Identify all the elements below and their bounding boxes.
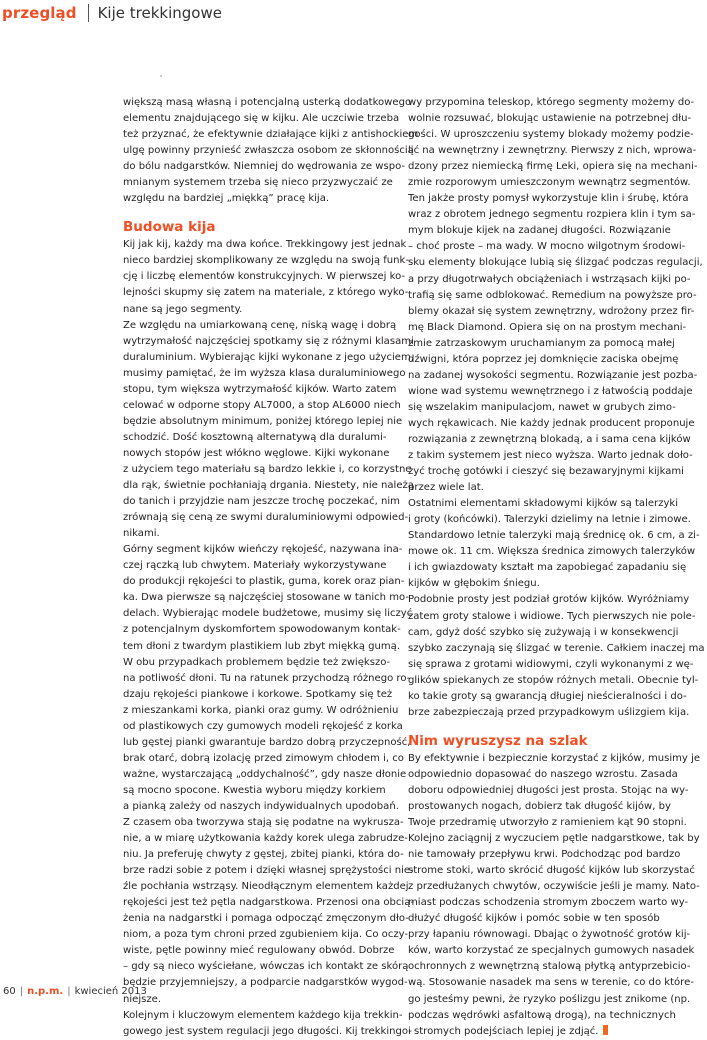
- text-line: wytrzymałość najczęściej spotkamy się z różnymi klasami: [123, 335, 414, 347]
- text-line: szybko zaczynają się ślizgać w terenie. Całkiem inaczej ma: [408, 642, 705, 654]
- text-line: duraluminium. Wybierając kijki wykonane z jego użyciem,: [123, 351, 414, 363]
- page-footer: [3, 986, 147, 997]
- text-line: względu na bardziej „miękką” pracę kija.: [123, 193, 330, 205]
- spacer: [408, 721, 693, 732]
- text-line: na zadanej wysokości segmentu. Rozwiązanie jest pozba-: [408, 369, 698, 381]
- text-line: nie tamowały przepływu krwi. Podchodząc pod bardzo: [408, 849, 681, 861]
- text-line: Kolejnym i kluczowym elementem każdego kija trekkin-: [123, 1009, 403, 1021]
- text-line: Ze względu na umiarkowaną cenę, niską wagę i dobrą: [123, 319, 397, 331]
- text-line: się wszelakim manipulacjom, nawet w grubych zimo-: [408, 401, 676, 413]
- text-line: na potliwość dłoni. Tu na ratunek przychodzą różnego ro-: [123, 672, 411, 684]
- text-line: będzie absolutnym minimum, poniżej którego lepiej nie: [123, 415, 403, 427]
- text-line: brze zabezpieczają przed przypadkowym uślizgiem kija.: [408, 706, 690, 718]
- text-line: ko takie groty są gwarancją długiej nieścieralności i do-: [408, 690, 687, 702]
- text-line: przy łapaniu równowagi. Dbając o żywotność grotów kij-: [408, 929, 691, 941]
- text-line: większą masą własną i potencjalną usterką dodatkowego: [123, 97, 412, 108]
- text-line: elementu znajdującego się w kijku. Ale uczciwie trzeba: [123, 113, 400, 125]
- text-line: brak otarć, dobrą izolację przed zimowym chłodem i, co: [123, 752, 404, 764]
- text-line: brze radzi sobie z potem i dzięki własnej sprężystości nie-: [123, 865, 414, 877]
- text-line: cję i liczbę elementów konstrukcyjnych. W pierwszej ko-: [123, 271, 406, 283]
- text-line: celować w odporne stopy AL7000, a stop AL6000 niech: [123, 399, 401, 411]
- text-line: gości. W uproszczeniu systemy blokady możemy podzie-: [408, 129, 694, 141]
- text-line: go jesteśmy pewni, że ryzyko poślizgu jest znikome (np.: [408, 993, 691, 1005]
- text-line: a pianką zależy od naszych indywidualnych upodobań.: [123, 800, 399, 812]
- body-text: [408, 95, 705, 721]
- text-line: żenia na nadgarstki i pomaga odpocząć zmęczonym dło-: [123, 913, 409, 925]
- text-line: ka. Dwa pierwsze są najczęściej stosowane w tanich mo-: [123, 592, 409, 604]
- text-line: dla rąk, świetnie pochłaniają drgania. Niestety, nie należą: [123, 480, 414, 492]
- text-line: mym blokuje kijek na zadanej długości. Rozwiązanie: [408, 225, 671, 237]
- text-line: dzaju rękojeści piankowe i korkowe. Spotkamy się też: [123, 688, 393, 700]
- page-number: 60: [3, 986, 16, 997]
- running-header: [2, 2, 222, 24]
- end-of-article-icon: [603, 1025, 608, 1035]
- text-line: nane są jego segmenty.: [123, 303, 243, 315]
- right-column: [408, 95, 705, 1040]
- text-line: trafią się same odblokować. Remedium na powyższe pro-: [408, 289, 697, 301]
- intro-paragraph: [123, 95, 419, 207]
- text-line: doboru odpowiedniej długości jest prosta. Stojąc na wy-: [408, 784, 689, 796]
- text-line: odpowiednio dopasować do naszego wzrostu. Zasada: [408, 768, 678, 780]
- section-label: przegląd: [2, 4, 77, 22]
- text-line: zmie rozporowym umieszczonym wewnątrz segmentów.: [408, 177, 691, 189]
- text-line: i stromych podejściach lepiej je zdjąć.: [408, 1024, 693, 1040]
- text-line: tem dłoni z twardym plastikiem lub zbyt miękką gumą.: [123, 640, 401, 652]
- text-line: Kij jak kij, każdy ma dwa końce. Trekkingowy jest jednak: [123, 239, 407, 251]
- text-line: z takim systemem jest nieco wyższa. Warto jednak doło-: [408, 450, 693, 462]
- text-line: Z czasem oba tworzywa stają się podatne na wykrusza-: [123, 817, 404, 829]
- text-line: strome stoki, warto skrócić długość kijków lub skorzystać: [408, 865, 695, 877]
- text-line: i ich gwiazdowaty kształt ma zapobiegać zapadaniu się: [408, 562, 687, 574]
- text-line: kijków w głębokim śniegu.: [408, 578, 540, 590]
- text-line: delach. Wybierając modele budżetowe, musimy się liczyć: [123, 608, 413, 620]
- text-line: rozwiązania z zewnętrzną blokadą, a i sama cena kijków: [408, 433, 691, 445]
- footer-divider: |: [67, 986, 71, 997]
- scan-dot: [160, 75, 162, 77]
- text-line: wych rękawicach. Nie każdy jednak producent proponuje: [408, 417, 695, 429]
- text-line: Podobnie prosty jest podział grotów kijków. Wyróżniamy: [408, 594, 690, 606]
- text-line: – gdy są nieco wyściełane, wówczas ich kontakt ze skórą: [123, 961, 409, 973]
- header-divider: [88, 4, 89, 22]
- text-line: wraz z obrotem jednego segmentu rozpiera klin i tym sa-: [408, 209, 696, 221]
- text-line: ków, warto korzystać ze specjalnych gumowych nasadek: [408, 945, 695, 957]
- text-line: do tanich i przyjdzie nam jeszcze trochę poczekać, nim: [123, 496, 400, 508]
- text-line: mowe ok. 11 cm. Większa średnica zimowych talerzyków: [408, 546, 696, 558]
- text-line: – choć proste – ma wady. W mocno wilgotnym środowi-: [408, 241, 686, 253]
- text-line: wolnie rozsuwać, blokując ustawienie na potrzebnej dłu-: [408, 113, 692, 125]
- body-text: [123, 237, 414, 1039]
- text-line: do produkcji rękojeści to plastik, guma, korek oraz pian-: [123, 576, 405, 588]
- text-line: będzie przyjemniejszy, a podparcie nadgarstków wygod-: [123, 977, 408, 989]
- article-topic: Kije trekkingowe: [97, 4, 222, 22]
- text-line: nowych stopów jest włókno węglowe. Kijki wykonane: [123, 447, 390, 459]
- text-line: Ostatnimi elementami składowymi kijków są talerzyki: [408, 498, 679, 510]
- text-line: Kolejno zaciągnij z wyczuciem pętle nadgarstkowe, tak by: [408, 833, 700, 845]
- footer-divider: |: [19, 986, 24, 997]
- text-line: lejności skupmy się zatem na materiale, z którego wyko-: [123, 287, 409, 299]
- issue-date: kwiecień 2013: [74, 986, 147, 997]
- text-line: ulgę powinny przynieść zwłaszcza osobom ze skłonnością: [123, 145, 414, 157]
- text-line: stopu, tym większa wytrzymałość kijków. Warto zatem: [123, 383, 397, 395]
- text-line: z przedłużanych chwytów, oczywiście jeśli je mamy. Nato-: [408, 881, 700, 893]
- text-line: schodzić. Dość kosztowną alternatywą dla duralumi-: [123, 431, 387, 443]
- left-column: [123, 95, 419, 1040]
- text-line: mnianym systemem trzeba się nieco przyzwyczaić ze: [123, 177, 393, 189]
- text-line: niejsze.: [123, 993, 162, 1005]
- text-line: do bólu nadgarstków. Niemniej do wędrowania ze wspo-: [123, 161, 406, 173]
- text-line: zatem groty stalowe i widiowe. Tych pierwszych nie pole-: [408, 610, 696, 622]
- text-line: ochronnych z wewnętrzną stalową płytką antyprzebicio-: [408, 961, 691, 973]
- text-line: ważne, wystarczającą „oddychalność”, gdy nasze dłonie: [123, 768, 407, 780]
- text-line: wy przypomina teleskop, którego segmenty możemy do-: [408, 97, 695, 108]
- text-line: Górny segment kijków wieńczy rękojeść, nazywana ina-: [123, 544, 403, 556]
- heading-budowa-kija: Budowa kija: [123, 219, 216, 236]
- text-line: też przyznać, że efektywnie działające kijki z antishockiem: [123, 129, 419, 141]
- text-line: zrównają się ceną ze swymi duraluminiowymi odpowied-: [123, 512, 409, 524]
- text-line: mę Black Diamond. Opiera się on na prostym mechani-: [408, 321, 687, 333]
- heading-nim-wyruszysz: Nim wyruszysz na szlak: [408, 732, 588, 749]
- text-line: się sprawa z grotami widiowymi, czyli wykonanymi z wę-: [408, 658, 694, 670]
- text-line: wiste, pętle powinny mieć regulowany obwód. Dobrze: [123, 945, 395, 957]
- closing-text: [408, 751, 701, 1040]
- text-line: dźwigni, która poprzez jej domknięcie zaciska obejmę: [408, 353, 679, 365]
- text-line: By efektywnie i bezpiecznie korzystać z kijków, musimy je: [408, 752, 701, 764]
- text-line: musimy pamiętać, że im wyższa klasa duraluminiowego: [123, 367, 406, 379]
- text-line: zmie zatrzaskowym uruchamianym za pomocą małej: [408, 337, 675, 349]
- text-line: lić na wewnętrzny i zewnętrzny. Pierwszy z nich, wprowa-: [408, 145, 697, 157]
- text-line: nieco bardziej skomplikowany ze względu na swoją funk-: [123, 255, 409, 267]
- text-line: źle pochłania wstrząsy. Nieodłącznym elementem każdej: [123, 881, 409, 893]
- text-line: nie, a w miarę użytkowania każdy korek ulega zabrudze-: [123, 833, 408, 845]
- text-line: przez wiele lat.: [408, 482, 484, 494]
- text-line: niu. Ja preferuję chwyty z gęstej, zbitej pianki, która do-: [123, 849, 404, 861]
- spacer: [123, 207, 408, 218]
- text-line: W obu przypadkach problemem będzie też zwiększo-: [123, 656, 391, 668]
- text-line: żyć trochę gotówki i cieszyć się bezawaryjnymi kijkami: [408, 466, 684, 478]
- text-line: prostowanych nogach, dobierz tak długość kijów, by: [408, 800, 671, 812]
- text-line: gowego jest system regulacji jego długości. Kij trekkingo-: [123, 1025, 412, 1037]
- text-line: Twoje przedramię utworzyło z ramieniem kąt 90 stopni.: [408, 817, 687, 829]
- text-line: cam, gdyż dość szybko się zużywają i w konsekwencji: [408, 626, 679, 638]
- text-line: blemy okazał się system zewnętrzny, wdrożony przez fir-: [408, 305, 695, 317]
- text-line: dłużyć długość kijków i pomóc sobie w ten sposób: [408, 913, 660, 925]
- text-line: lub gęstej pianki gwarantuje bardzo dobrą przyczepność,: [123, 736, 411, 748]
- text-line: z mieszankami korka, pianki oraz gumy. W odróżnieniu: [123, 704, 399, 716]
- text-line: wą. Stosowanie nasadek ma sens w terenie, co do które-: [408, 977, 694, 989]
- text-line: od plastikowych czy gumowych modeli rękojeść z korka: [123, 720, 403, 732]
- text-line: a przy długotrwałych obciążeniach i wstrząsach kijki po-: [408, 273, 691, 285]
- text-line: glików spiekanych ze stopów różnych metali. Obecnie tyl-: [408, 674, 699, 686]
- text-line: niom, a poza tym chroni przed zgubieniem kija. Co oczy-: [123, 929, 409, 941]
- text-line: wione wad systemu wewnętrznego i z łatwością poddaje: [408, 385, 693, 397]
- text-line: sku elementy blokujące lubią się ślizgać podczas regulacji,: [408, 257, 703, 269]
- text-line: z użyciem tego materiału są bardzo lekkie i, co korzystne: [123, 463, 412, 475]
- text-line: Ten jakże prosty pomysł wykorzystuje klin i śrubę, która: [408, 193, 689, 205]
- text-line: miast podczas schodzenia stromym zboczem warto wy-: [408, 897, 689, 909]
- text-line: podczas wędrówki asfaltową drogą), na technicznych: [408, 1009, 676, 1021]
- magazine-brand: n.p.m.: [27, 986, 64, 997]
- text-line: rękojeści jest też pętla nadgarstkowa. Przenosi ona obcią-: [123, 897, 414, 909]
- text-line: są mocno spocone. Kwestia wyboru między korkiem: [123, 784, 386, 796]
- text-line: Standardowo letnie talerzyki mają średnicę ok. 6 cm, a zi-: [408, 530, 700, 542]
- text-line: i groty (końcówki). Talerzyki dzielimy na letnie i zimowe.: [408, 514, 691, 526]
- text-line: z potencjalnym dyskomfortem spowodowanym kontak-: [123, 624, 401, 636]
- text-line: czej rączką lub chwytem. Materiały wykorzystywane: [123, 560, 387, 572]
- text-line: nikami.: [123, 528, 160, 540]
- text-line: dzony przez niemiecką firmę Leki, opiera się na mechani-: [408, 161, 698, 173]
